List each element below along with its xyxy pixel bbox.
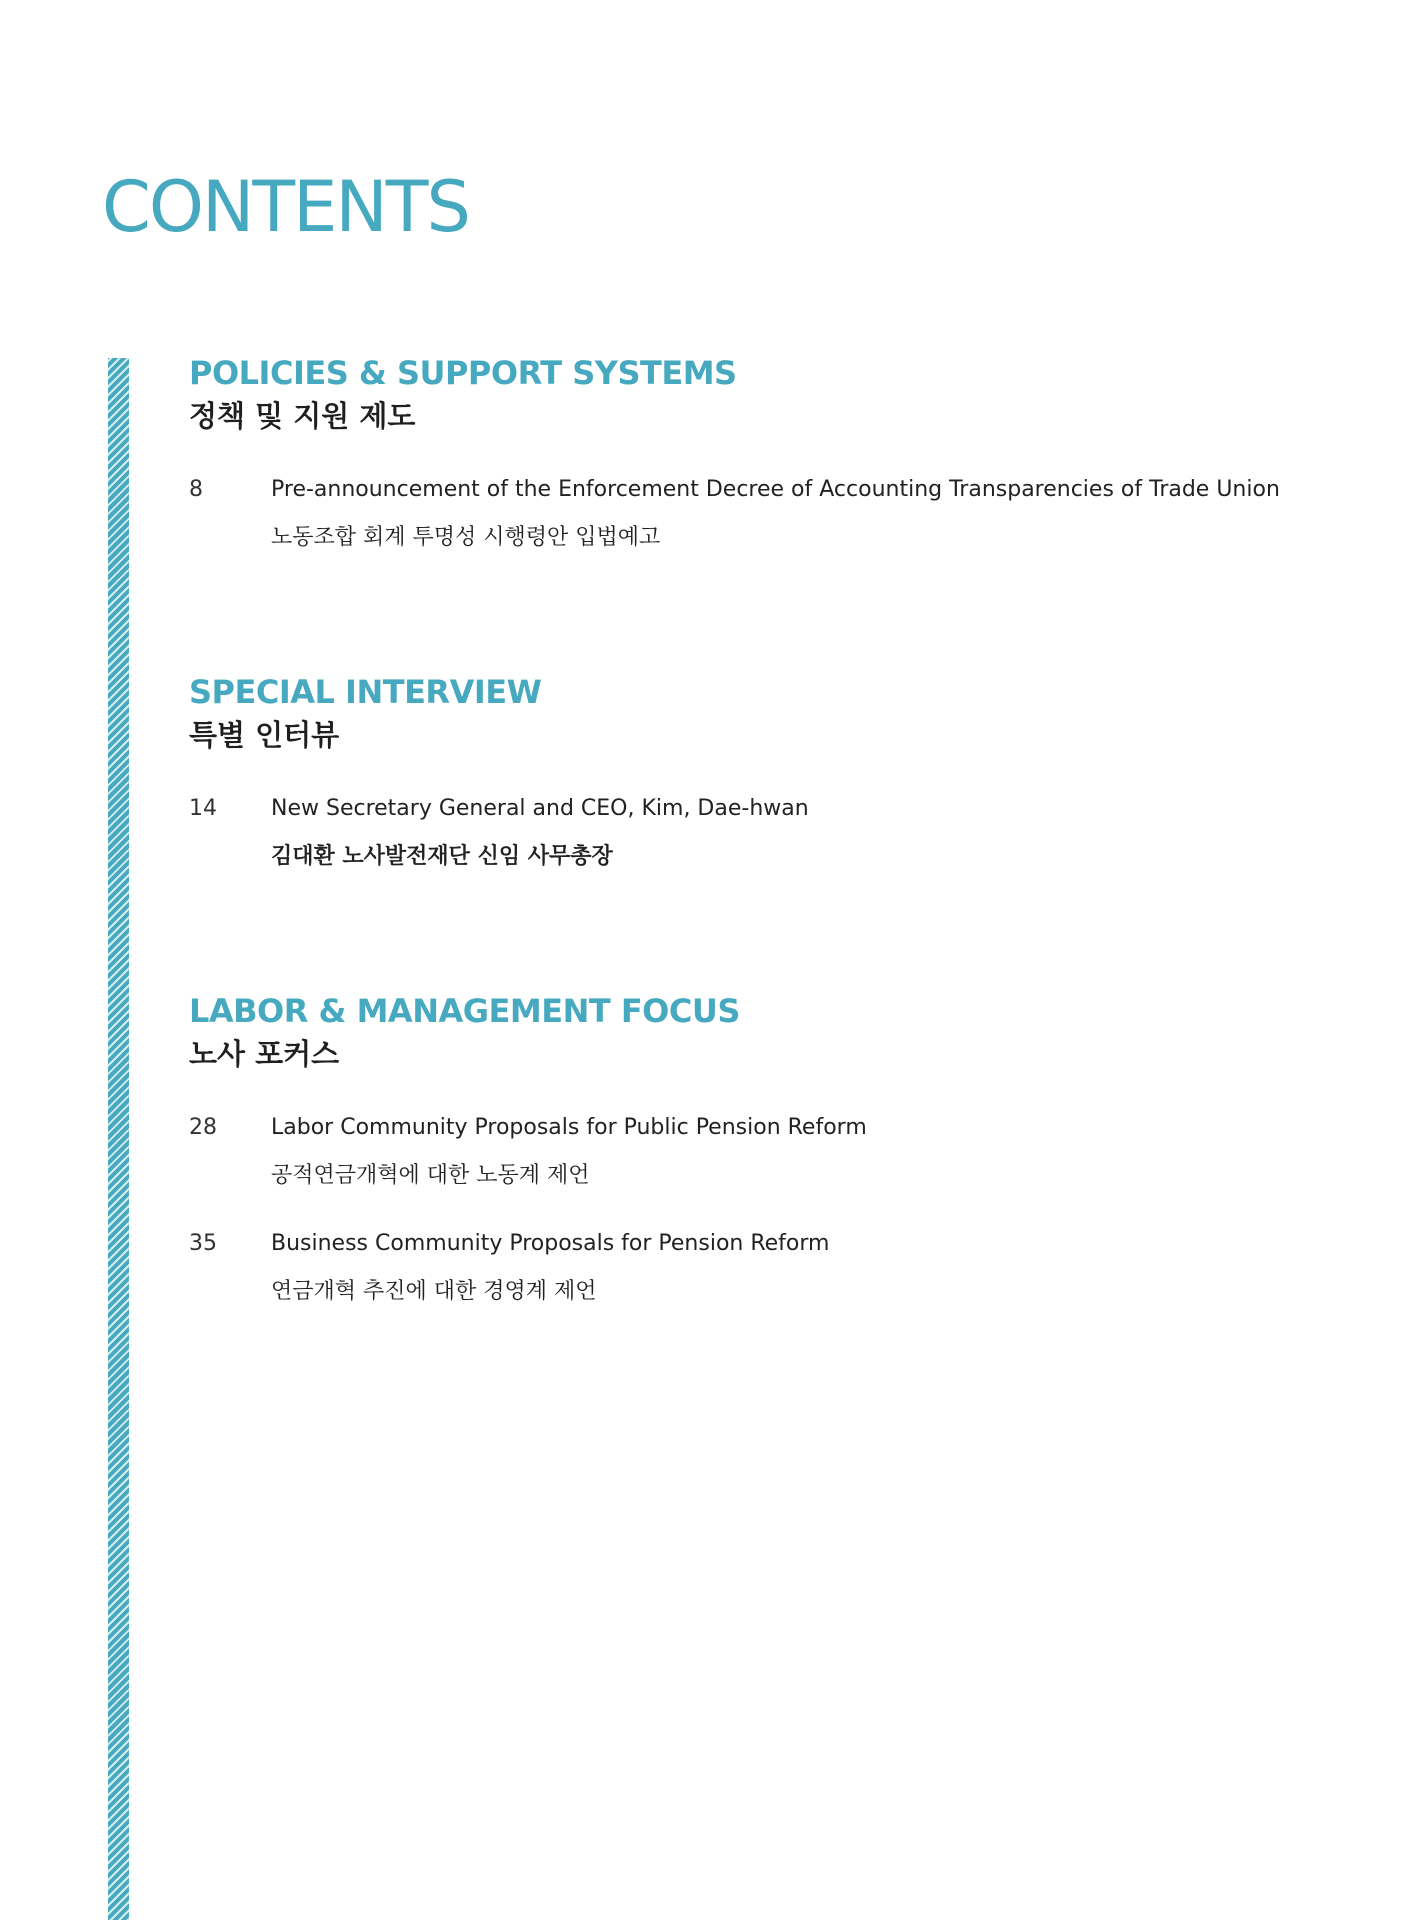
entry-title-ko: 연금개혁 추진에 대한 경영계 제언 xyxy=(271,1279,597,1304)
toc-entry[interactable] xyxy=(189,475,1329,553)
section-policies-support-systems xyxy=(189,353,1329,591)
entry-title-en: Pre-announcement of the Enforcement Decree of Accounting Transparencies of Trade Union xyxy=(271,477,1280,502)
entry-list xyxy=(189,475,1329,553)
entry-title-ko: 노동조합 회계 투명성 시행령안 입법예고 xyxy=(271,525,661,550)
entry-title-en: New Secretary General and CEO, Kim, Dae-hwan xyxy=(271,796,809,821)
section-title-en: LABOR & MANAGEMENT FOCUS xyxy=(189,992,740,1030)
toc-entry[interactable] xyxy=(189,794,1329,872)
entry-page-number: 28 xyxy=(189,1115,217,1140)
section-labor-management-focus xyxy=(189,991,1329,1345)
entry-title-ko: 김대환 노사발전재단 신임 사무총장 xyxy=(271,844,613,869)
entry-page-number: 35 xyxy=(189,1231,217,1256)
page-title: CONTENTS xyxy=(102,166,469,248)
entry-text xyxy=(271,1229,1329,1307)
entry-title-en: Labor Community Proposals for Public Pension Reform xyxy=(271,1115,867,1140)
decorative-side-stripe xyxy=(108,358,129,1920)
entry-text xyxy=(271,794,1329,872)
entry-text xyxy=(271,1113,1329,1191)
entry-text xyxy=(271,475,1329,553)
entry-list xyxy=(189,1113,1329,1307)
section-title-en: POLICIES & SUPPORT SYSTEMS xyxy=(189,354,737,392)
entry-title-ko: 공적연금개혁에 대한 노동계 제언 xyxy=(271,1163,590,1188)
toc-entry[interactable] xyxy=(189,1113,1329,1191)
section-special-interview xyxy=(189,672,1329,910)
entry-page-number: 14 xyxy=(189,796,217,821)
section-title-ko: 노사 포커스 xyxy=(189,1037,340,1071)
entry-list xyxy=(189,794,1329,872)
section-title-ko: 특별 인터뷰 xyxy=(189,718,340,752)
entry-title-en: Business Community Proposals for Pension Reform xyxy=(271,1231,830,1256)
toc-entry[interactable] xyxy=(189,1229,1329,1307)
section-title-ko: 정책 및 지원 제도 xyxy=(189,399,416,433)
entry-page-number: 8 xyxy=(189,477,203,502)
section-title-en: SPECIAL INTERVIEW xyxy=(189,673,542,711)
